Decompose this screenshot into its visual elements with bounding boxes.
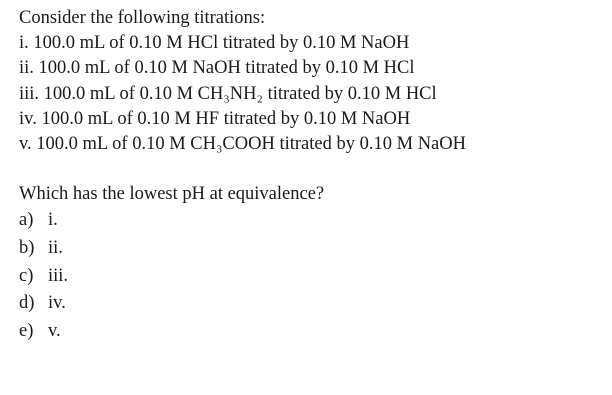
choice-letter: d) [19,293,35,314]
titration-item: i. 100.0 mL of 0.10 M HCl titrated by 0.10 M NaOH [19,33,410,54]
answer-choice-b [19,235,604,263]
choice-text: i. [48,210,58,231]
choice-letter: b) [19,237,35,258]
intro-text: Consider the following titrations: [19,8,266,28]
titration-item: v. 100.0 mL of 0.10 M CH₃COOH titrated by 0.10 M NaOH [19,133,466,154]
answer-choice-c [19,263,604,291]
answer-choice-a [19,207,604,235]
choice-text: v. [48,320,61,341]
answer-choice-d [19,290,604,318]
titration-item: iv. 100.0 mL of 0.10 M HF titrated by 0.10 M NaOH [19,108,411,129]
choice-letter: c) [19,265,34,286]
answer-choices [19,207,604,345]
titration-item: ii. 100.0 mL of 0.10 M NaOH titrated by 0.10 M HCl [19,58,415,79]
question-document [19,6,604,345]
choice-letter: a) [19,210,34,231]
choice-letter: e) [19,320,34,341]
question-text: Which has the lowest pH at equivalence? [19,184,325,205]
choice-text: ii. [48,237,63,258]
choice-text: iii. [48,265,69,286]
spacer [19,157,604,182]
answer-choice-e [19,318,604,346]
titration-item: iii. 100.0 mL of 0.10 M CH₃NH₂ titrated by 0.10 M HCl [19,83,437,104]
choice-text: iv. [48,293,66,314]
